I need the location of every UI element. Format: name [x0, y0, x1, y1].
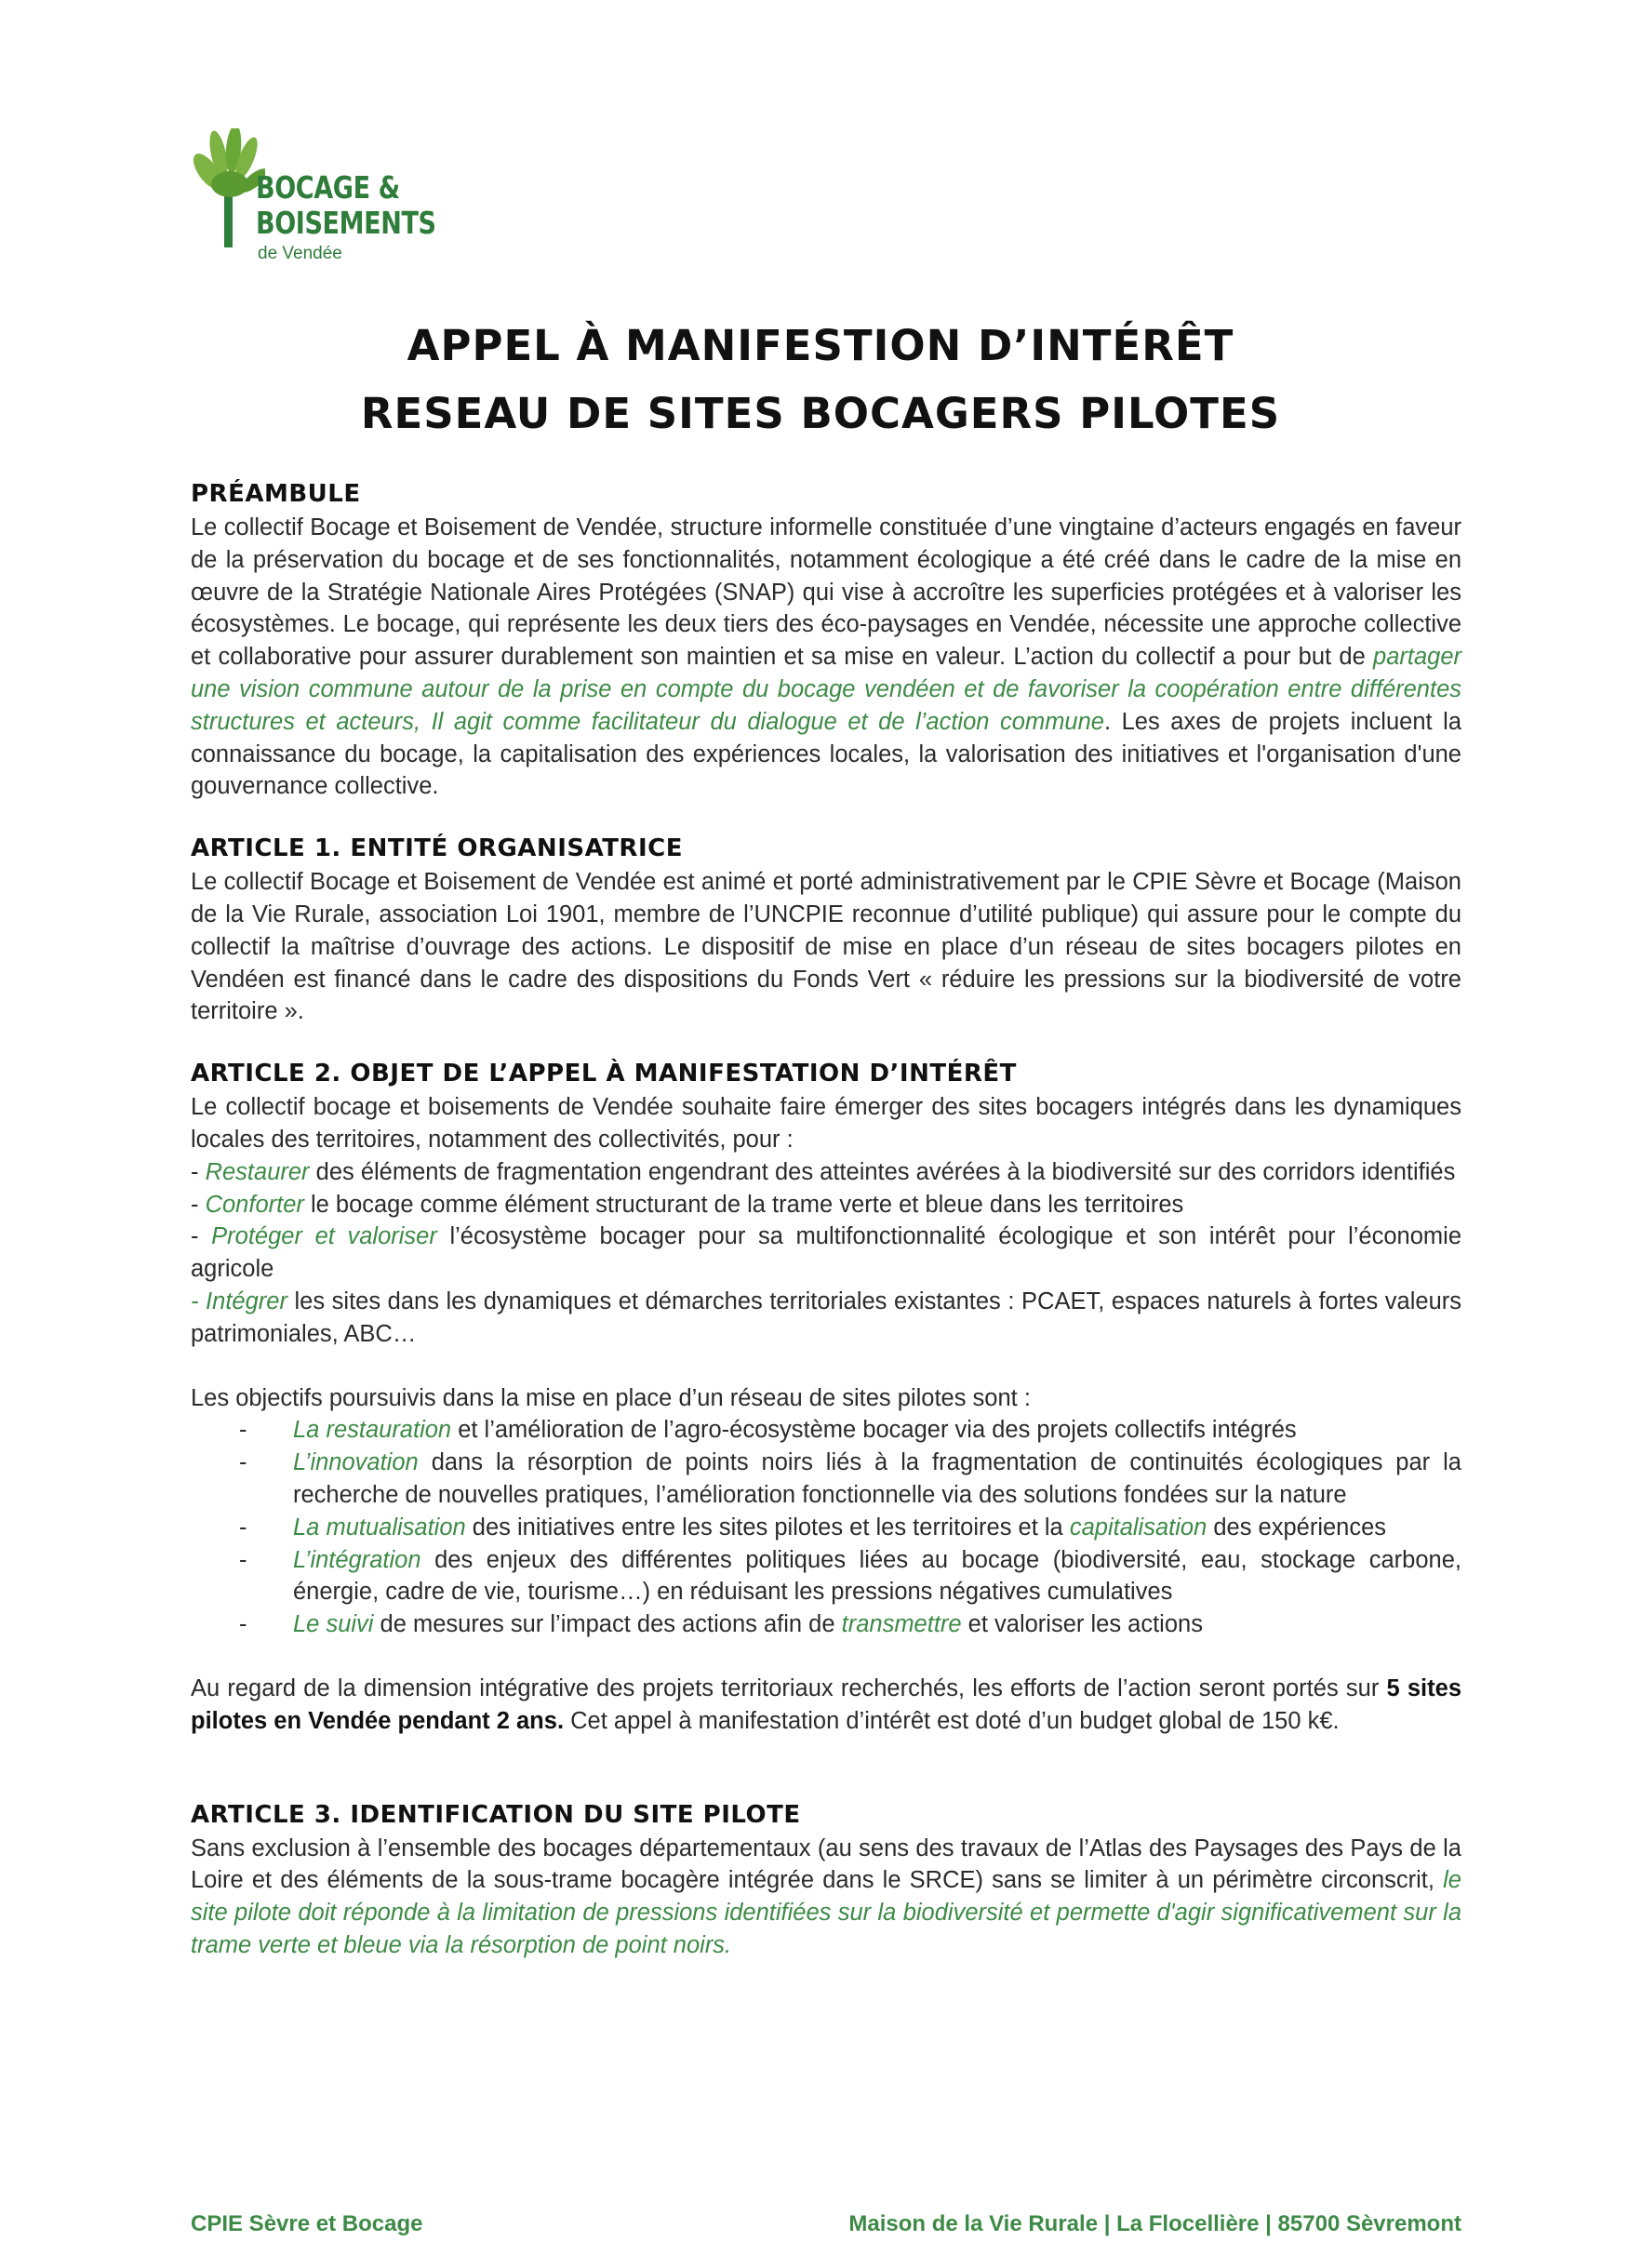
preambule-text2: . Les axes de projets incluent la connaissance du bocage, la capitalisation des expériences locales, la valorisation des initiatives et l'organisation d'une gouvernance collective. [191, 708, 1461, 800]
preambule-text1: Le collectif Bocage et Boisement de Vendée, structure informelle constituée d’une vingtaine d’acteurs engagés en faveur de la préservation du bocage et de ses fonctionnalités, notamment écologique a été créé dans le cadre de la mise en œuvre de la Stratégie Nationale Aires Protégées (SNAP) qui vise à accroître les superficies protégées et à valoriser les écosystèmes. Le bocage, qui représente les deux tiers des éco-paysages en Vendée, nécessite une approche collective et collaborative pour assurer durablement son maintien et sa mise en valeur. L’action du collectif a pour but de [191, 514, 1461, 671]
article1-paragraph: Le collectif Bocage et Boisement de Vendée est animé et porté administrativement par le CPIE Sèvre et Bocage (Maison de la Vie Rurale, association Loi 1901, membre de l’UNCPIE reconnue d’utilité publique) qui assure pour le compte du collectif la maîtrise d’ouvrage des actions. Le dispositif de mise en place d’un réseau de sites bocagers pilotes en Vendéen est financé dans le cadre des dispositions du Fonds Vert « réduire les pressions sur la biodiversité de votre territoire ». [191, 869, 1461, 1025]
list-item: - L’intégration des enjeux des différentes politiques liées au bocage (biodiversité, eau, stockage carbone, énergie, cadre de vie, tourisme…) en réduisant les pressions négatives cumulatives [239, 1546, 1461, 1606]
logo-text-line2: BOISEMENTS [256, 205, 436, 241]
article2-item: - Conforter le bocage comme élément structurant de la trame verte et bleue dans les territoires [191, 1191, 1184, 1218]
logo-text-line3: de Vendée [258, 244, 342, 263]
list-item: - Le suivi de mesures sur l’impact des actions afin de transmettre et valoriser les actions [239, 1611, 1203, 1638]
preambule-highlight: partager une vision commune autour de la prise en compte du bocage vendéen et de favoriser la coopération entre différentes structures et acteurs, Il agit comme facilitateur du dialogue et de l’action commune [191, 644, 1461, 735]
list-item: - L’innovation dans la résorption de points noirs liés à la fragmentation de continuités écologiques par la recherche de nouvelles pratiques, l’amélioration fonctionnelle via des solutions fondées sur la nature [239, 1449, 1461, 1508]
logo [191, 128, 442, 268]
article2-intro: Le collectif bocage et boisements de Vendée souhaite faire émerger des sites bocagers intégrés dans les dynamiques locales des territoires, notamment des collectivités, pour : [191, 1094, 1461, 1153]
article2-heading: ARTICLE 2. OBJET DE L’APPEL À MANIFESTATION D’INTÉRÊT [191, 1060, 1017, 1088]
document-body [191, 476, 1461, 1962]
footer-address: Maison de la Vie Rurale | La Flocellière | 85700 Sèvremont [848, 2211, 1461, 2236]
article2-item-emphasis: Conforter [205, 1191, 304, 1218]
article3-paragraph: Sans exclusion à l’ensemble des bocages départementaux (au sens des travaux de l’Atlas des Paysages des Pays de la Loire et des éléments de la sous-trame bocagère intégrée dans le SRCE) sans se limiter à un périmètre circonscrit, le site pilote doit réponde à la limitation de pressions identifiées sur la biodiversité et permette d'agir significativement sur la trame verte et bleue via la résorption de point noirs. [191, 1834, 1461, 1958]
objectives-intro: Les objectifs poursuivis dans la mise en place d’un réseau de sites pilotes sont : [191, 1384, 1031, 1411]
logo-text-line1: BOCAGE & [256, 169, 400, 206]
preambule-heading: PRÉAMBULE [191, 480, 361, 508]
article3-highlight: le site pilote doit réponde à la limitation de pressions identifiées sur la biodiversité et permette d'agir significativement sur la trame verte et bleue via la résorption de point noirs. [191, 1867, 1461, 1958]
article2-item: - Restaurer des éléments de fragmentation engendrant des atteintes avérées à la biodiversité sur des corridors identifiés [191, 1158, 1456, 1185]
list-item: - La restauration et l’amélioration de l’agro-écosystème bocager via des projets collectifs intégrés [239, 1417, 1297, 1444]
article2-item-emphasis: Restaurer [205, 1158, 310, 1185]
article2-item: - Intégrer les sites dans les dynamiques et démarches territoriales existantes : PCAET, espaces naturels à fortes valeurs patrimoniales, ABC… [191, 1287, 1461, 1347]
list-item: - La mutualisation des initiatives entre les sites pilotes et les territoires et la capitalisation des expériences [239, 1514, 1387, 1541]
article1-heading: ARTICLE 1. ENTITÉ ORGANISATRICE [191, 834, 683, 863]
document-title-line2: RESEAU DE SITES BOCAGERS PILOTES [360, 389, 1281, 438]
footer-organization: CPIE Sèvre et Bocage [191, 2211, 423, 2236]
article2-item: - Protéger et valoriser l’écosystème bocager pour sa multifonctionnalité écologique et son intérêt pour l’économie agricole [191, 1223, 1461, 1283]
document-title-line1: APPEL À MANIFESTION D’INTÉRÊT [407, 321, 1234, 370]
article3-heading: ARTICLE 3. IDENTIFICATION DU SITE PILOTE [191, 1800, 801, 1829]
objectives-list [191, 1414, 1461, 1641]
article2-item-emphasis: - Intégrer [191, 1287, 287, 1314]
preambule-paragraph [191, 512, 1461, 803]
article2-outro: Au regard de la dimension intégrative des projets territoriaux recherchés, les efforts de l’action seront portés sur 5 sites pilotes en Vendée pendant 2 ans. Cet appel à manifestation d’intérêt est doté d’un budget global de 150 k€. [191, 1674, 1461, 1734]
article2-item-emphasis: Protéger et valoriser [211, 1223, 437, 1250]
hand-tree-icon [191, 128, 265, 249]
budget-highlight: 5 sites pilotes en Vendée pendant 2 ans. [191, 1674, 1461, 1734]
